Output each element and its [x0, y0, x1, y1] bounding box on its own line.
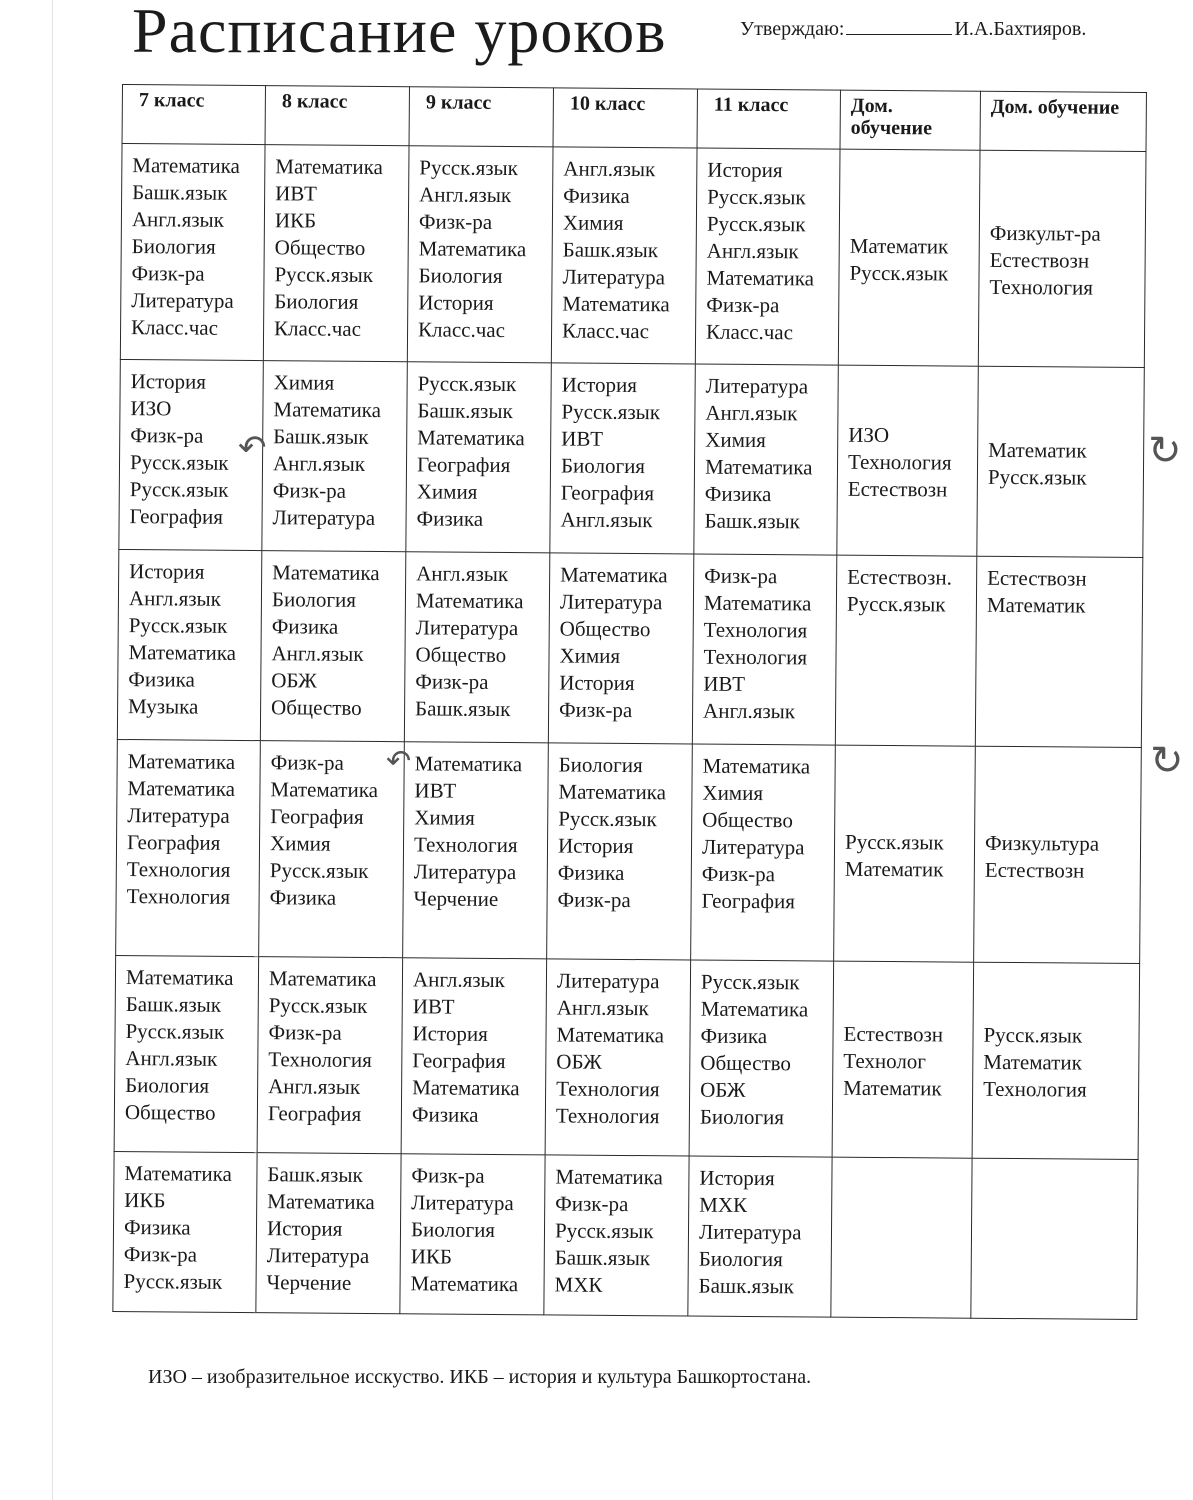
subject-item: Технология	[413, 832, 518, 858]
schedule-row	[113, 1151, 1138, 1319]
subject-item: Англ.язык	[128, 586, 222, 611]
subject-item: Физк-ра	[559, 697, 633, 723]
subject-item: Биология	[560, 453, 646, 479]
subject-item: Естествозн	[987, 565, 1087, 591]
schedule-cell	[975, 556, 1142, 747]
schedule-cell	[401, 958, 547, 1155]
subject-item: Физк-ра	[268, 1020, 342, 1045]
subject-item: Физк-ра	[272, 478, 347, 503]
schedule-cell	[116, 739, 261, 956]
schedule-cell	[694, 364, 838, 555]
subject-item: Физика	[700, 1023, 768, 1049]
subject-item: Естествозн	[847, 476, 948, 502]
subject-item: Технология	[703, 617, 808, 643]
schedule-table	[112, 84, 1147, 1320]
subject-item: ИВТ	[414, 778, 457, 803]
subject-item: Русск.язык	[561, 399, 661, 425]
schedule-body	[113, 144, 1146, 1320]
subject-item: МХК	[554, 1272, 603, 1297]
subject-item: ИКБ	[124, 1188, 166, 1213]
subject-item: География	[129, 504, 224, 529]
subject-item: Русск.язык	[419, 155, 518, 181]
schedule-cell	[400, 1154, 545, 1315]
subject-item: Технология	[983, 1076, 1087, 1102]
subject-item: Русск.язык	[554, 1218, 654, 1244]
schedule-cell	[256, 1153, 401, 1314]
subject-item: Черчение	[266, 1270, 352, 1295]
subject-item: Башк.язык	[704, 508, 800, 534]
subject-item: Русск.язык	[849, 260, 949, 285]
subject-item: Физк-ра	[704, 563, 778, 589]
subject-item: Литература	[415, 615, 519, 641]
subject-item: ИВТ	[561, 426, 604, 451]
subject-item: Химия	[702, 780, 764, 806]
subject-item: ИКБ	[274, 208, 317, 233]
subject-item: Математика	[275, 154, 383, 180]
schedule-cell	[407, 146, 553, 363]
schedule-cell	[545, 959, 691, 1156]
subject-item: История	[130, 369, 207, 394]
subject-item: Математика	[268, 966, 377, 992]
subject-item: Математика	[412, 1075, 520, 1101]
subject-item: Англ.язык	[706, 238, 799, 264]
subject-item: Класс.час	[561, 318, 650, 344]
schedule-cell	[831, 1157, 972, 1318]
subject-item: Математика	[410, 1271, 519, 1297]
page-edge	[52, 0, 53, 1500]
subject-item: Русск.язык	[417, 371, 517, 397]
subject-item: Химия	[273, 370, 335, 395]
subject-item: Физкультура	[984, 830, 1100, 856]
schedule-cell	[406, 362, 551, 553]
subject-item: Биология	[274, 289, 359, 314]
subject-item: Математика	[127, 776, 236, 801]
schedule-cell	[838, 149, 980, 366]
subject-item: История	[412, 1021, 488, 1046]
subject-item: ИЗО	[130, 396, 172, 421]
schedule-cell	[972, 962, 1140, 1159]
subject-item: Математика	[703, 590, 812, 616]
subject-item: Литература	[266, 1243, 370, 1268]
subject-item: Физика	[128, 667, 195, 692]
subject-item: Русск.язык	[706, 211, 806, 237]
subject-item: Литература	[131, 288, 234, 313]
subject-item: ИЗО	[848, 422, 890, 448]
subject-item: Технология	[126, 857, 231, 882]
subject-item: Математика	[562, 291, 670, 317]
subject-item: Англ.язык	[416, 561, 509, 587]
subject-item: Англ.язык	[560, 507, 653, 533]
subject-item: Общество	[415, 642, 507, 668]
subject-item: Литература	[556, 968, 660, 994]
subject-item: Русск.язык	[129, 450, 229, 475]
subject-item: Математика	[125, 965, 234, 990]
subject-item: Англ.язык	[412, 967, 506, 993]
subject-item: Математика	[414, 751, 523, 777]
subject-item: География	[560, 480, 655, 506]
schedule-cell	[404, 552, 549, 743]
subject-item: Математика	[558, 779, 667, 805]
subject-item: Естествозн	[984, 857, 1085, 883]
subject-item: Русск.язык	[125, 1019, 225, 1044]
header-row	[122, 85, 1146, 152]
schedule-cell	[688, 1156, 832, 1317]
subject-item: Физика	[704, 481, 772, 507]
approver-name: И.А.Бахтияров.	[954, 18, 1087, 40]
schedule-cell	[260, 551, 405, 742]
subject-item: Математика	[704, 454, 813, 480]
subject-item: Башк.язык	[125, 992, 222, 1017]
subject-item: Биология	[698, 1246, 783, 1272]
subject-item: ИВТ	[412, 994, 455, 1019]
subject-item: Русск.язык	[707, 184, 806, 210]
subject-item: Химия	[562, 210, 624, 235]
subject-item: Башк.язык	[554, 1245, 651, 1271]
subject-item: Химия	[269, 831, 331, 856]
subject-item: Математика	[556, 1022, 665, 1048]
subject-item: ИКБ	[410, 1244, 453, 1269]
subject-item: Англ.язык	[131, 207, 224, 232]
subject-item: Биология	[699, 1104, 785, 1130]
subject-item: Класс.час	[273, 316, 362, 341]
subject-item: Русск.язык	[844, 829, 944, 854]
subject-item: МХК	[699, 1192, 748, 1217]
subject-item: Физика	[123, 1215, 191, 1240]
schedule-cell	[403, 742, 549, 959]
schedule-cell	[550, 363, 695, 554]
schedule-cell	[692, 554, 836, 745]
subject-item: Общество	[274, 235, 366, 260]
subject-item: Математика	[132, 153, 240, 178]
subject-item: Математик	[986, 592, 1086, 618]
subject-item: Естествозн.	[847, 564, 952, 590]
schedule-cell	[257, 957, 403, 1154]
subject-item: Русск.язык	[983, 1022, 1083, 1048]
subject-item: Технология	[126, 884, 231, 909]
schedule-cell	[117, 549, 261, 740]
subject-item: Математика	[270, 777, 379, 803]
subject-item: Биология	[418, 263, 503, 288]
subject-item: Физк-ра	[130, 423, 204, 448]
subject-item: Физика	[563, 183, 630, 208]
schedule-cell	[695, 148, 840, 365]
subject-item: Русск.язык	[269, 858, 369, 883]
handwritten-arrow-icon: ↶	[238, 428, 267, 468]
header-cell: Дом. обучение	[980, 91, 1146, 151]
schedule-cell	[835, 555, 976, 746]
subject-item: Математика	[128, 640, 237, 665]
subject-item: Физк-ра	[557, 887, 631, 913]
subject-item: Башк.язык	[132, 180, 228, 205]
handwritten-arrow-icon: ↻	[1150, 738, 1184, 784]
subject-item: История	[266, 1216, 343, 1241]
subject-item: Математик	[988, 437, 1087, 463]
subject-item: Математик	[843, 1075, 942, 1101]
schedule-cell	[974, 746, 1142, 963]
subject-item: История	[418, 290, 494, 315]
subject-item: География	[270, 804, 364, 829]
schedule-cell	[114, 955, 259, 1152]
subject-item: История	[699, 1165, 775, 1191]
subject-item: География	[412, 1048, 506, 1074]
subject-item: Физк-ра	[701, 861, 776, 887]
subject-item: Математика	[127, 749, 236, 774]
subject-item: Математика	[417, 425, 525, 451]
subject-item: Физика	[416, 506, 484, 531]
signature-line	[846, 34, 952, 35]
subject-item: Физика	[411, 1102, 479, 1127]
subject-item: Черчение	[413, 886, 499, 911]
subject-item: Русск.язык	[129, 477, 229, 502]
subject-item: Общество	[271, 695, 362, 720]
subject-item: Технология	[847, 449, 952, 475]
subject-item: Биология	[131, 234, 216, 259]
subject-item: Русск.язык	[846, 591, 946, 617]
schedule-cell	[120, 144, 265, 361]
subject-item: Химия	[559, 643, 621, 668]
subject-item: Математик	[844, 856, 944, 881]
subject-item: Литература	[705, 373, 809, 399]
header-cell: 7 класс	[122, 85, 265, 145]
subject-item: География	[267, 1101, 362, 1126]
subject-item: Англ.язык	[563, 156, 656, 182]
subject-item: Общество	[700, 1050, 792, 1076]
subject-item: Математика	[272, 560, 380, 586]
subject-item: Химия	[705, 427, 766, 453]
schedule-cell	[544, 1155, 689, 1316]
subject-item: Математика	[700, 996, 809, 1022]
subject-item: Биология	[125, 1073, 210, 1098]
subject-item: Естествозн	[989, 247, 1090, 273]
subject-item: Общество	[124, 1100, 216, 1125]
subject-item: Общество	[702, 807, 793, 833]
schedule-row	[119, 359, 1144, 557]
schedule-cell	[263, 145, 409, 362]
subject-item: Англ.язык	[125, 1046, 218, 1071]
subject-item: Литература	[562, 264, 666, 290]
subject-item: История	[559, 670, 635, 696]
subject-item: ОБЖ	[556, 1049, 602, 1074]
subject-item: Технология	[268, 1047, 372, 1072]
subject-item: Физика	[271, 614, 339, 639]
subject-item: Физк-ра	[411, 1163, 485, 1188]
subject-item: Башк.язык	[562, 237, 659, 263]
subject-item: География	[416, 452, 511, 478]
subject-item: Русск.язык	[268, 993, 368, 1018]
header-cell: Дом. обучение	[840, 90, 980, 150]
subject-item: Технология	[556, 1076, 660, 1102]
subject-item: Математика	[267, 1189, 375, 1215]
subject-item: История	[129, 559, 205, 584]
subject-item: Технология	[555, 1103, 660, 1129]
schedule-cell	[547, 743, 693, 960]
subject-item: ИВТ	[703, 671, 746, 696]
subject-item: Физк-ра	[123, 1242, 198, 1267]
schedule-cell	[978, 150, 1146, 367]
subject-item: Русск.язык	[558, 806, 657, 832]
header-cell: 11 класс	[697, 89, 840, 149]
subject-item: Математика	[124, 1161, 233, 1186]
subject-item: Русск.язык	[128, 613, 228, 638]
subject-item: Англ.язык	[271, 641, 364, 666]
subject-item: Физк-ра	[415, 669, 489, 694]
subject-item: Технология	[989, 274, 1094, 300]
subject-item: Англ.язык	[705, 400, 798, 426]
subject-item: Башк.язык	[698, 1273, 794, 1299]
approval-label: Утверждаю:	[740, 18, 845, 40]
subject-item: Класс.час	[130, 315, 219, 340]
subject-item: Класс.час	[705, 319, 794, 345]
subject-item: Математика	[560, 562, 668, 588]
schedule-cell	[551, 147, 697, 364]
subject-item: Математика	[273, 397, 382, 423]
subject-item: Литература	[413, 859, 517, 885]
subject-item: Класс.час	[417, 317, 506, 343]
subject-item: Технология	[703, 644, 808, 670]
subject-item: Англ.язык	[419, 182, 512, 208]
subject-item: Музыка	[128, 694, 199, 719]
schedule-cell	[689, 960, 834, 1157]
subject-item: Математика	[415, 588, 524, 614]
schedule-cell	[259, 741, 405, 958]
subject-item: ИВТ	[275, 181, 317, 206]
subject-item: Физика	[557, 860, 625, 885]
schedule-cell	[113, 1151, 257, 1312]
subject-item: География	[126, 830, 221, 855]
subject-item: Англ.язык	[556, 995, 649, 1021]
subject-item: Башк.язык	[417, 398, 513, 424]
header-cell: 9 класс	[409, 87, 553, 147]
subject-item: Литература	[698, 1219, 802, 1245]
subject-item: История	[707, 157, 783, 183]
subject-item: Общество	[559, 616, 651, 642]
subject-item: Башк.язык	[267, 1162, 363, 1187]
subject-item: Естествозн	[843, 1021, 944, 1047]
subject-item: Русск.язык	[123, 1269, 223, 1294]
schedule-row	[120, 144, 1146, 368]
subject-item: Литература	[411, 1190, 514, 1216]
subject-item: Англ.язык	[268, 1074, 361, 1099]
schedule-row	[114, 955, 1140, 1159]
subject-item: ОБЖ	[271, 668, 317, 693]
subject-item: Математика	[555, 1164, 664, 1190]
subject-item: Химия	[416, 479, 478, 504]
subject-item: Литература	[701, 834, 805, 860]
schedule-cell	[691, 744, 836, 961]
footnote: ИЗО – изобразительное исскуство. ИКБ – история и культура Башкортостана.	[148, 1366, 812, 1388]
subject-item: Физк-ра	[131, 261, 205, 286]
schedule-cell	[832, 961, 974, 1158]
schedule-cell	[837, 365, 978, 556]
subject-item: Физика	[269, 885, 337, 910]
approval-line	[740, 18, 1086, 41]
subject-item: Математик	[849, 233, 949, 258]
subject-item: Физк-ра	[706, 292, 780, 318]
subject-item: Англ.язык	[272, 451, 366, 476]
header-cell: 8 класс	[265, 86, 409, 146]
subject-item: География	[701, 888, 796, 914]
subject-item: ОБЖ	[700, 1077, 746, 1102]
subject-item: Математик	[983, 1049, 1082, 1075]
subject-item: Литература	[272, 505, 376, 531]
subject-item: Литература	[559, 589, 663, 615]
handwritten-arrow-icon: ↻	[1148, 428, 1182, 474]
subject-item: Башк.язык	[273, 424, 369, 449]
subject-item: Физк-ра	[418, 209, 493, 234]
header-cell: 10 класс	[553, 88, 697, 148]
subject-item: История	[557, 833, 634, 859]
subject-item: Англ.язык	[703, 698, 796, 724]
subject-item: Русск.язык	[274, 262, 374, 287]
schedule-cell	[262, 361, 407, 552]
subject-item: Химия	[414, 805, 475, 830]
schedule-cell	[977, 366, 1144, 557]
subject-item: Литература	[127, 803, 230, 828]
subject-item: Русск.язык	[700, 969, 800, 995]
subject-item: Биология	[558, 752, 643, 778]
subject-item: История	[561, 372, 638, 398]
subject-item: Физк-ра	[270, 750, 344, 775]
subject-item: Русск.язык	[987, 464, 1087, 490]
subject-item: Математика	[702, 753, 811, 779]
schedule-row	[117, 549, 1142, 747]
subject-item: Математика	[706, 265, 815, 291]
schedule-cell	[548, 553, 693, 744]
subject-item: Технолог	[843, 1048, 927, 1074]
schedule-cell	[971, 1158, 1138, 1319]
handwritten-arrow-icon: ↶	[386, 744, 412, 779]
subject-item: Биология	[271, 587, 357, 612]
schedule-row	[116, 739, 1142, 963]
subject-item: Физкульт-ра	[989, 220, 1101, 246]
page-title: Расписание уроков	[132, 0, 667, 66]
subject-item: Башк.язык	[415, 696, 511, 722]
schedule-cell	[834, 745, 976, 962]
subject-item: Биология	[410, 1217, 496, 1242]
subject-item: Математика	[418, 236, 527, 262]
subject-item: Физк-ра	[555, 1191, 629, 1217]
